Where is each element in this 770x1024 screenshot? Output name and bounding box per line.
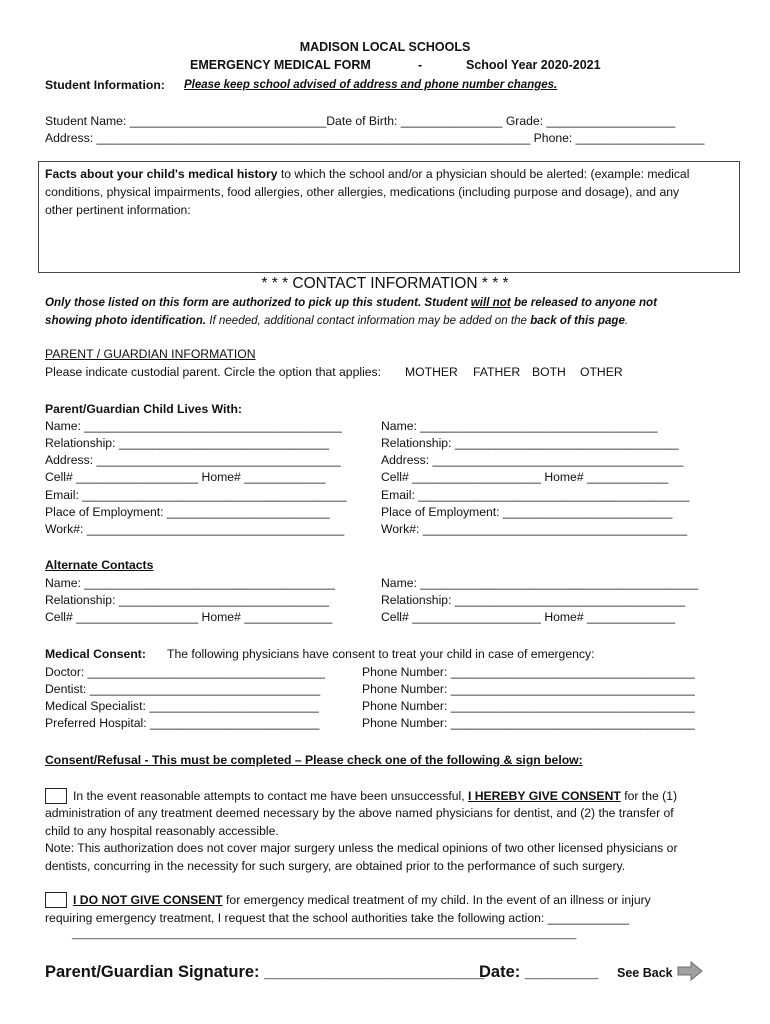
lives-with-heading: Parent/Guardian Child Lives With: [45,402,242,416]
give-consent-text: In the event reasonable attempts to contact me have been unsuccessful, [73,789,468,803]
note-line1: Note: This authorization does not cover major surgery unless the medical opinions of two other licensed physicians or [45,841,678,855]
arrow-right-icon[interactable] [677,961,703,981]
guardian-right-employment[interactable]: Place of Employment: _________________________ [381,505,673,519]
alternate-right-name[interactable]: Name: _________________________________________ [381,576,699,590]
address-phone-line[interactable]: Address: ________________________________________________________________ Phone: ___________________ [45,131,705,145]
contact-heading: * * * CONTACT INFORMATION * * * [261,275,509,292]
guardian-right-work[interactable]: Work#: _______________________________________ [381,522,688,536]
medical-consent-text: The following physicians have consent to treat your child in case of emergency: [167,647,595,661]
notice-text: be released to anyone not [510,296,657,309]
refuse-consent-line1 [73,894,651,906]
notice-text: Only those listed on this form are authorized to pick up this student. Student [45,296,471,309]
notice-will-not: will not [470,296,511,309]
guardian-left-employment[interactable]: Place of Employment: ________________________ [45,505,330,519]
refuse-consent-text: for emergency medical treatment of my child. In the event of an illness or injury [222,893,651,907]
school-year: School Year 2020-2021 [466,58,601,72]
doctor-phone-field[interactable]: Phone Number: ____________________________________ [362,665,695,679]
alternate-right-relationship[interactable]: Relationship: __________________________________ [381,593,686,607]
guardian-right-relationship[interactable]: Relationship: _________________________________ [381,436,679,450]
refuse-consent-line3[interactable]: _________________________________________________________________________________________ [72,929,577,940]
give-consent-line1 [73,790,677,802]
see-back-label[interactable]: See Back [617,966,673,980]
student-name-line[interactable]: Student Name: _____________________________Date of Birth: _______________ Grade: ___________________ [45,114,676,128]
give-consent-line2: administration of any treatment deemed necessary by the above named physicians for dentist, and (2) the transfer of [45,806,674,820]
custodial-option-father[interactable]: FATHER [473,365,521,379]
refuse-consent-line2[interactable]: requiring emergency treatment, I request that the school authorities take the following action: ____________ [45,911,630,925]
signature-field[interactable]: Parent/Guardian Signature: ________________________ [45,963,485,981]
medical-history-bold: Facts about your child's medical history [45,167,278,181]
do-not-give-consent: I DO NOT GIVE CONSENT [73,893,223,907]
notice-back-of-page: back of this page [530,314,625,327]
contact-notice-1 [45,297,657,309]
alternate-right-cell-home[interactable]: Cell# ___________________ Home# _____________ [381,610,676,624]
give-consent-line3: child to any hospital reasonably accessible. [45,824,279,838]
specialist-phone-field[interactable]: Phone Number: ____________________________________ [362,699,695,713]
form-title: EMERGENCY MEDICAL FORM [190,58,371,72]
give-consent-text: for the (1) [620,789,678,803]
refuse-consent-checkbox[interactable] [45,892,67,908]
guardian-right-cell-home[interactable]: Cell# ___________________ Home# ____________ [381,470,669,484]
hereby-give-consent: I HEREBY GIVE CONSENT [467,789,621,803]
student-info-label: Student Information: [45,78,165,92]
guardian-left-name[interactable]: Name: ______________________________________ [45,419,342,433]
date-field[interactable]: Date: ________ [479,963,599,981]
alternate-left-relationship[interactable]: Relationship: _______________________________ [45,593,329,607]
medical-specialist-field[interactable]: Medical Specialist: _________________________ [45,699,319,713]
student-info-note: Please keep school advised of address and phone number changes. [184,79,558,91]
doctor-field[interactable]: Doctor: ___________________________________ [45,665,325,679]
alternate-left-cell-home[interactable]: Cell# __________________ Home# _____________ [45,610,333,624]
notice-text: showing photo identification. [45,314,207,327]
medical-history-line2: conditions, physical impairments, food allergies, other allergies, medications (including purpose and dosage), and any [45,185,680,199]
guardian-right-name[interactable]: Name: ___________________________________ [381,419,658,433]
hospital-phone-field[interactable]: Phone Number: ____________________________________ [362,716,695,730]
guardian-left-email[interactable]: Email: _______________________________________ [45,488,347,502]
dentist-phone-field[interactable]: Phone Number: ____________________________________ [362,682,695,696]
note-line2: dentists, concurring in the necessity for such surgery, are obtained prior to the performance of such surgery. [45,859,626,873]
custodial-option-other[interactable]: OTHER [580,365,623,379]
title-dash: - [418,58,423,72]
guardian-right-address[interactable]: Address: _____________________________________ [381,453,684,467]
guardian-heading: PARENT / GUARDIAN INFORMATION [45,347,256,361]
preferred-hospital-field[interactable]: Preferred Hospital: _________________________ [45,716,320,730]
notice-text: . [624,314,629,327]
notice-text: If needed, additional contact information may be added on the [206,314,531,327]
custodial-option-both[interactable]: BOTH [532,365,566,379]
guardian-left-relationship[interactable]: Relationship: _______________________________ [45,436,329,450]
consent-refusal-heading: Consent/Refusal - This must be completed – Please check one of the following & sign below: [45,753,583,767]
medical-consent-label: Medical Consent: [45,647,146,661]
medical-history-text: to which the school and/or a physician should be alerted: (example: medical [277,167,690,181]
school-name: MADISON LOCAL SCHOOLS [299,40,471,54]
guardian-right-email[interactable]: Email: ________________________________________ [381,488,690,502]
guardian-left-work[interactable]: Work#: ______________________________________ [45,522,345,536]
contact-notice-2 [45,315,628,327]
alternate-left-name[interactable]: Name: _____________________________________ [45,576,336,590]
guardian-left-address[interactable]: Address: ____________________________________ [45,453,341,467]
custodial-instruction: Please indicate custodial parent. Circle the option that applies: [45,365,382,379]
give-consent-checkbox[interactable] [45,788,67,804]
guardian-left-cell-home[interactable]: Cell# __________________ Home# ____________ [45,470,326,484]
dentist-field[interactable]: Dentist: __________________________________ [45,682,321,696]
alternate-heading: Alternate Contacts [45,558,154,572]
medical-history-line3: other pertinent information: [45,203,191,217]
medical-history-line1 [45,168,689,180]
custodial-option-mother[interactable]: MOTHER [405,365,458,379]
